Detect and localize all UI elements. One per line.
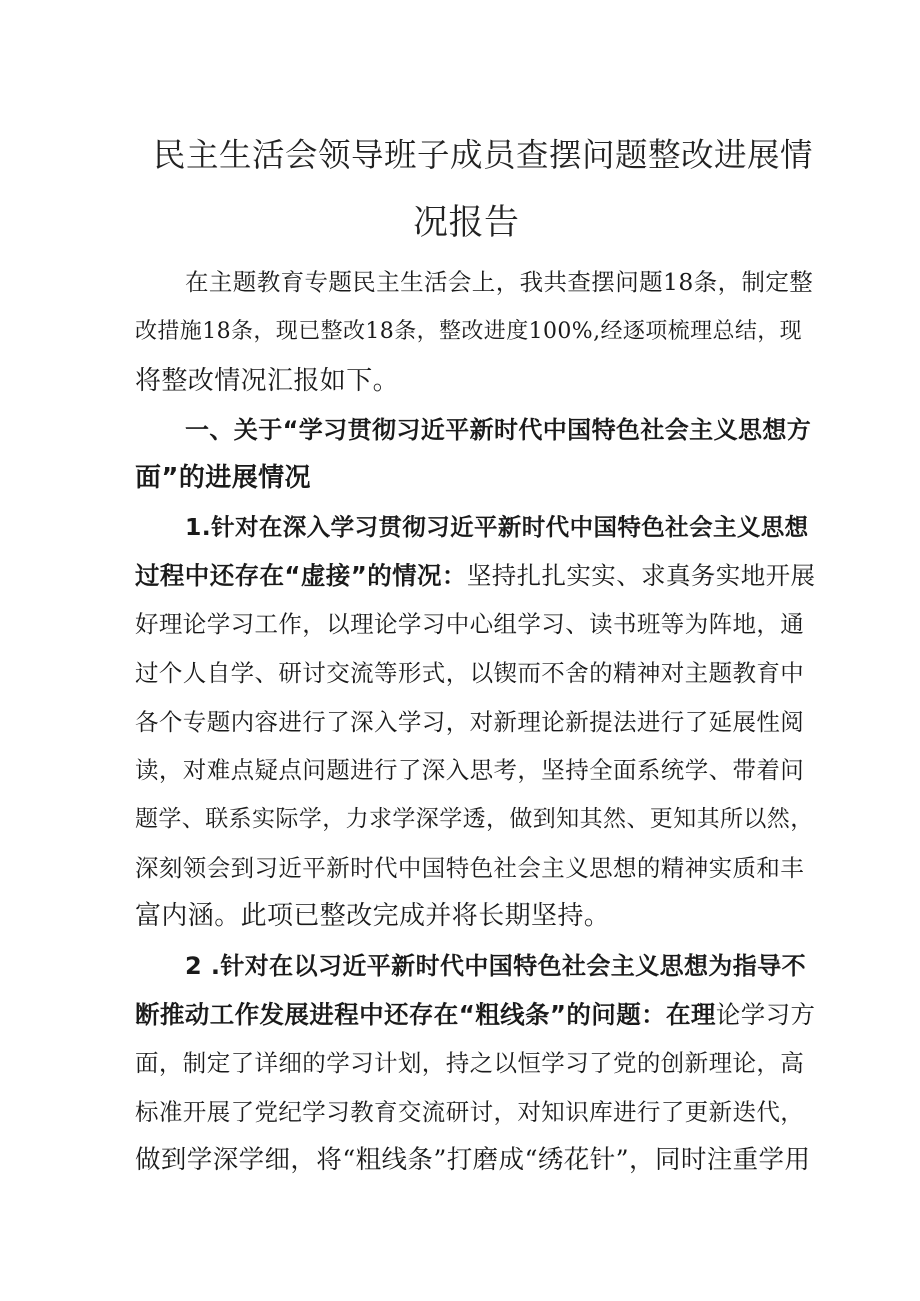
item1-lead-text: 过程中还存在“虚接”的情况： [135,561,467,590]
section-heading-line: 一、关于“学习贯彻习近平新时代中国特色社会主义思想方 [185,416,812,444]
item1-line: 各个专题内容进行了深入学习，对新理论新提法进行了延展性阅 [135,708,805,736]
item2-lead-text: 断推动工作发展进程中还存在“粗线条”的问题：在理 [135,1000,716,1029]
item1-line: 题学、联系实际学，力求学深学透，做到知其然、更知其所以然， [135,806,814,832]
item2-line: 做到学深学细，将“粗线条”打磨成“绣花针”，同时注重学用 [135,1145,811,1175]
intro-line: 改措施18条，现已整改18条，整改进度100%,经逐项梳理总结，现 [135,319,803,344]
item2-body-text: 论学习方 [715,1000,816,1029]
item1-line: 过个人自学、研讨交流等形式，以锲而不舍的精神对主题教育中 [135,659,805,687]
section-heading-line: 面”的进展情况 [135,463,311,493]
intro-line: 在主题教育专题民主生活会上，我共查摆问题18条，制定整 [185,268,814,296]
intro-line: 将整改情况汇报如下。 [135,366,400,396]
item1-line: 富内涵。此项已整改完成并将长期坚持。 [135,901,611,931]
item1-body-text: 坚持扎扎实实、求真务实地开展 [466,561,816,590]
item1-line: 读，对难点疑点问题进行了深入思考，坚持全面系统学、带着问 [135,756,805,784]
item2-lead-line: 2 .针对在以习近平新时代中国特色社会主义思想为指导不 [185,952,806,980]
item1-line: 好理论学习工作，以理论学习中心组学习、读书班等为阵地，通 [135,610,805,638]
document-title-line-1: 民主生活会领导班子成员查摆问题整改进展情 [153,136,814,174]
item1-line: 深刻领会到习近平新时代中国特色社会主义思想的精神实质和丰 [135,854,805,882]
item1-line [135,559,815,593]
item2-line [135,998,815,1032]
item1-lead-line: 1.针对在深入学习贯彻习近平新时代中国特色社会主义思想 [185,513,809,541]
item2-line: 面，制定了详细的学习计划，持之以恒学习了党的创新理论，高 [135,1049,805,1077]
document-title-line-2: 况报告 [413,203,520,243]
item2-line: 标准开展了党纪学习教育交流研讨，对知识库进行了更新迭代， [135,1098,805,1126]
